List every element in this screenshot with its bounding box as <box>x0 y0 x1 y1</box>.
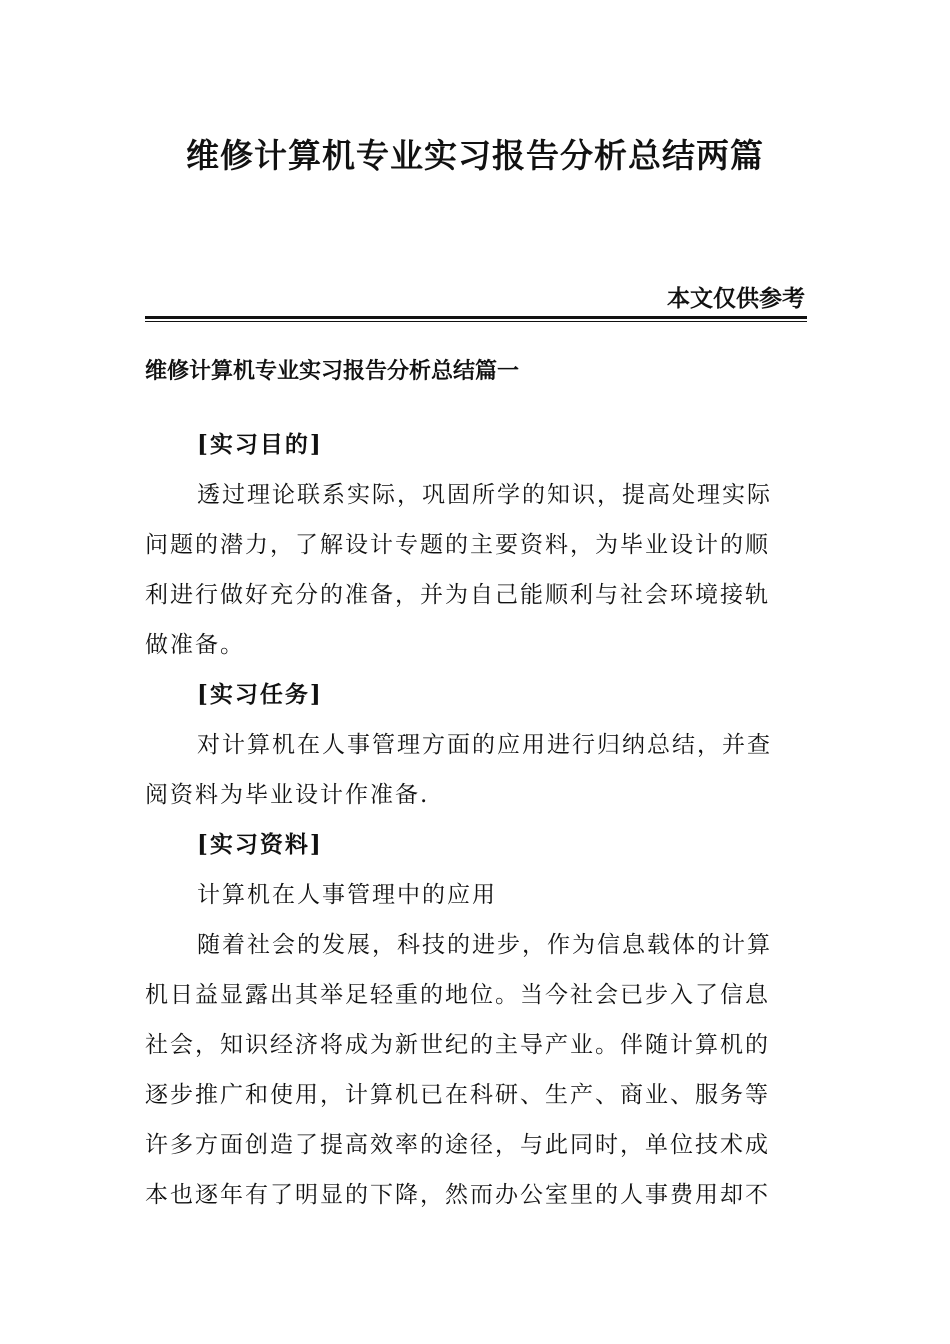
task-heading: [实习任务] <box>197 681 323 708</box>
section-heading: 维修计算机专业实习报告分析总结篇一 <box>145 358 520 384</box>
material-heading: [实习资料] <box>197 831 323 858</box>
header-divider-thick <box>145 316 807 319</box>
material-subtitle: 计算机在人事管理中的应用 <box>197 882 497 908</box>
header-divider-thin <box>145 321 807 322</box>
document-title: 维修计算机专业实习报告分析总结两篇 <box>186 136 764 175</box>
purpose-heading: [实习目的] <box>197 431 323 458</box>
disclaimer-note: 本文仅供参考 <box>667 285 805 312</box>
task-paragraph: 对计算机在人事管理方面的应用进行归纳总结，并查阅资料为毕业设计作准备. <box>145 732 772 808</box>
material-paragraph: 随着社会的发展，科技的进步，作为信息载体的计算机日益显露出其举足轻重的地位。当今社会已步入了信息社会，知识经济将成为新世纪的主导产业。伴随计算机的逐步推广和使用，计算机已在科研、生产、商业、服务等许多方面创造了提高效率的途径，与此同时，单位技术成本也逐年有了明显的下降，然而办公室里的人事费用却不 <box>145 932 772 1208</box>
purpose-paragraph: 透过理论联系实际，巩固所学的知识，提高处理实际问题的潜力，了解设计专题的主要资料，为毕业设计的顺利进行做好充分的准备，并为自己能顺利与社会环境接轨做准备。 <box>145 482 772 658</box>
body-content <box>145 420 785 1220</box>
